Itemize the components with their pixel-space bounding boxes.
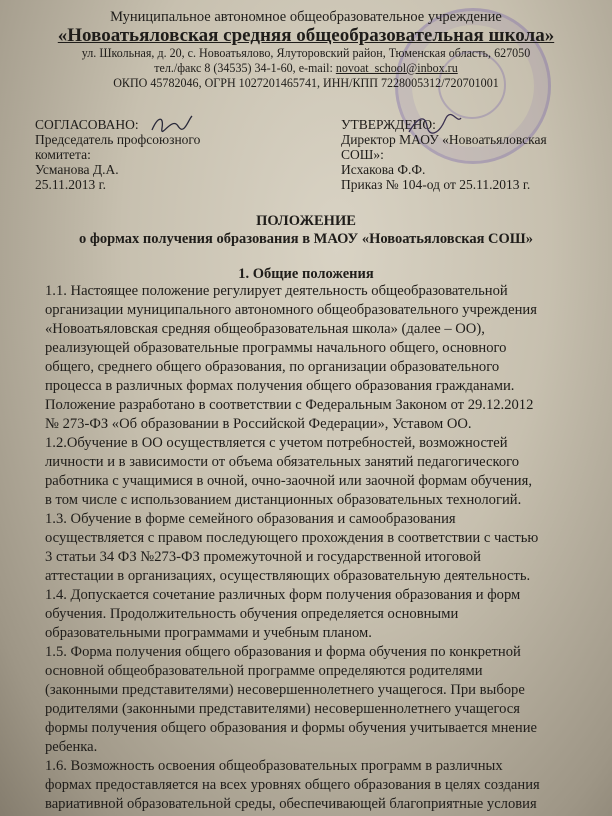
org-line: Муниципальное автономное общеобразовательное учреждение <box>110 9 502 25</box>
body-line: процесса в различных формах получения общего образования гражданами. <box>45 378 515 394</box>
approved-right-label: УТВЕРЖДЕНО: <box>341 117 436 132</box>
registry-line: ОКПО 45782046, ОГРН 1027201465741, ИНН/КПП 7228005312/720701001 <box>113 76 499 90</box>
body-line: аттестации в организациях, осуществляющих образовательную деятельность. <box>45 568 531 584</box>
body-line: «Новоатьяловская средняя общеобразовательная школа» (далее – ОО), <box>45 321 485 337</box>
address: ул. Школьная, д. 20, с. Новоатьялово, Ялуторовский район, Тюменская область, 627050 <box>81 46 531 60</box>
body-line: обучения. Продолжительность обучения определяется основными <box>45 606 459 622</box>
section-heading: 1. Общие положения <box>238 266 374 282</box>
body-line: общего, среднего общего образования, по организации образовательного <box>45 359 500 375</box>
doc-subtitle: о формах получения образования в МАОУ «Новоатьяловская СОШ» <box>79 231 533 247</box>
body-line: осуществляется с правом последующего прохождения в соответствии с частью <box>45 530 539 546</box>
body-line: ребенка. <box>45 739 98 755</box>
body-line: реализующей образовательные программы начального общего, основного <box>45 340 507 356</box>
body-line: № 273-ФЗ «Об образовании в Российской Федерации», Уставом ОО. <box>45 416 472 432</box>
approved-left-line1: Председатель профсоюзного <box>35 132 201 147</box>
body-line: родителями (законными представителями) несовершеннолетнего учащегося <box>45 701 520 717</box>
body-line: (законными представителями) несовершеннолетнего учащегося. При выборе <box>45 682 525 698</box>
approved-right-name: Исхакова Ф.Ф. <box>341 162 426 177</box>
body-line: 1.6. Возможность освоения общеобразовательных программ в различных <box>45 758 503 774</box>
approved-right-order: Приказ № 104-од от 25.11.2013 г. <box>341 177 531 192</box>
body-line: образовательными программами и учебным планом. <box>45 625 372 641</box>
body-line: 1.1. Настоящее положение регулирует деятельность общеобразовательной <box>45 283 508 299</box>
approved-right-line2: СОШ»: <box>341 147 384 162</box>
body-line: 3 статьи 34 ФЗ №273-ФЗ промежуточной и государственной итоговой <box>45 549 481 565</box>
body-line: организации муниципального автономного общеобразовательного учреждения <box>45 302 537 318</box>
body-line: Положение разработано в соответствии с Федеральным Законом от 29.12.2012 <box>45 397 534 413</box>
body-line: вариативной образовательной среды, обеспечивающей благоприятные условия <box>45 796 537 812</box>
body-line: 1.3. Обучение в форме семейного образования и самообразования <box>45 511 456 527</box>
approved-left-line2: комитета: <box>35 147 91 162</box>
body-line: работника с учащимися в очной, очно-заочной или заочной формам обучения, <box>45 473 532 489</box>
approved-right-line1: Директор МАОУ «Новоатьяловская <box>341 132 547 147</box>
approved-left-date: 25.11.2013 г. <box>35 177 107 192</box>
approved-left-label: СОГЛАСОВАНО: <box>35 117 139 132</box>
approved-left-name: Усманова Д.А. <box>35 162 119 177</box>
phone: тел./факс 8 (34535) 34-1-60, e-mail: <box>154 61 336 75</box>
body-line: формах предоставляется на всех уровнях общего образования в целях создания <box>45 777 540 793</box>
body-line: личности и в зависимости от объема обязательных занятий педагогического <box>45 454 520 470</box>
body-line: в том числе с использованием дистанционных образовательных технологий. <box>45 492 522 508</box>
contact-line <box>11 61 601 76</box>
email-link[interactable]: novoat_school@inbox.ru <box>335 61 458 75</box>
body-line: формы получения общего образования и формы обучения учитывается мнение <box>45 720 537 736</box>
school-name: «Новоатьяловская средняя общеобразовательная школа» <box>57 25 555 46</box>
body-line: основной общеобразовательной программе определяются родителями <box>45 663 483 679</box>
body-line: 1.4. Допускается сочетание различных форм получения образования и форм <box>45 587 521 603</box>
signature-right <box>405 112 465 140</box>
body-line: 1.5. Форма получения общего образования и форма обучения по конкретной <box>45 644 521 660</box>
body-line: 1.2.Обучение в ОО осуществляется с учетом потребностей, возможностей <box>45 435 508 451</box>
signature-left <box>148 112 196 136</box>
doc-title: ПОЛОЖЕНИЕ <box>256 213 356 229</box>
